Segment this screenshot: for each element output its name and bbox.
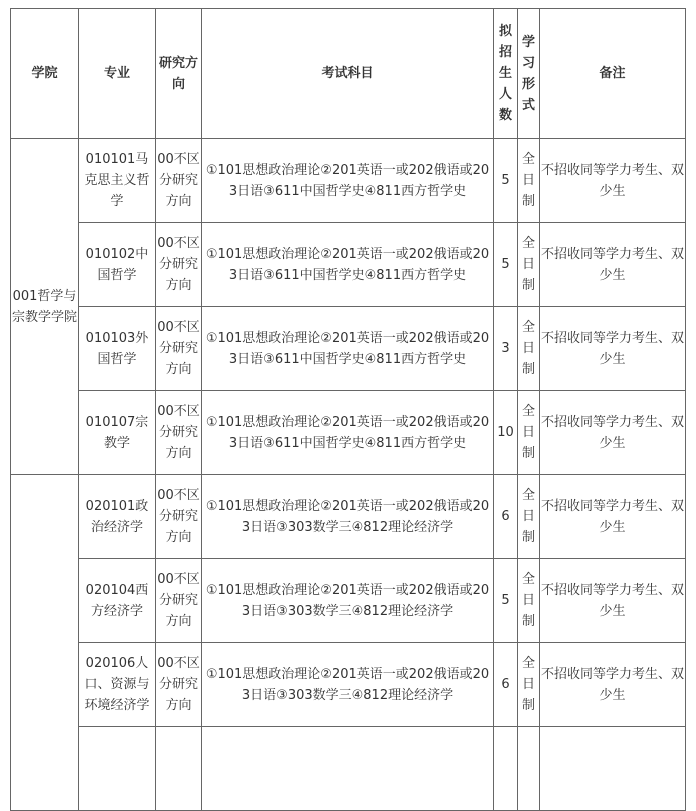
admissions-table — [10, 8, 686, 811]
table-row — [11, 223, 686, 307]
remark-cell: 不招收同等学力考生、双少生 — [540, 307, 686, 391]
mode-cell — [518, 727, 540, 811]
table-row — [11, 307, 686, 391]
table-row — [11, 475, 686, 559]
count-cell: 6 — [494, 475, 518, 559]
major-cell: 020104西方经济学 — [79, 559, 156, 643]
direction-cell: 00不区分研究方向 — [156, 139, 202, 223]
mode-cell: 全日制 — [518, 475, 540, 559]
direction-cell — [156, 727, 202, 811]
direction-cell: 00不区分研究方向 — [156, 391, 202, 475]
mode-cell: 全日制 — [518, 559, 540, 643]
remark-cell: 不招收同等学力考生、双少生 — [540, 475, 686, 559]
subjects-cell: ①101思想政治理论②201英语一或202俄语或203日语③611中国哲学史④811西方哲学史 — [202, 223, 494, 307]
major-cell — [79, 727, 156, 811]
major-cell: 020106人口、资源与环境经济学 — [79, 643, 156, 727]
mode-cell: 全日制 — [518, 391, 540, 475]
table-row — [11, 559, 686, 643]
header-college: 学院 — [11, 9, 79, 139]
remark-cell — [540, 727, 686, 811]
count-cell — [494, 727, 518, 811]
subjects-cell: ①101思想政治理论②201英语一或202俄语或203日语③303数学三④812理论经济学 — [202, 475, 494, 559]
mode-cell: 全日制 — [518, 307, 540, 391]
subjects-cell: ①101思想政治理论②201英语一或202俄语或203日语③303数学三④812理论经济学 — [202, 643, 494, 727]
subjects-cell: ①101思想政治理论②201英语一或202俄语或203日语③303数学三④812理论经济学 — [202, 559, 494, 643]
direction-cell: 00不区分研究方向 — [156, 307, 202, 391]
count-cell: 5 — [494, 559, 518, 643]
college-cell — [11, 475, 79, 811]
table-row — [11, 391, 686, 475]
remark-cell: 不招收同等学力考生、双少生 — [540, 643, 686, 727]
major-cell: 010103外国哲学 — [79, 307, 156, 391]
mode-cell: 全日制 — [518, 223, 540, 307]
subjects-cell — [202, 727, 494, 811]
subjects-cell: ①101思想政治理论②201英语一或202俄语或203日语③611中国哲学史④811西方哲学史 — [202, 139, 494, 223]
table-row — [11, 727, 686, 811]
header-study-mode: 学习形式 — [518, 9, 540, 139]
major-cell: 010102中国哲学 — [79, 223, 156, 307]
table-row — [11, 643, 686, 727]
remark-cell: 不招收同等学力考生、双少生 — [540, 391, 686, 475]
major-cell: 010107宗教学 — [79, 391, 156, 475]
header-direction: 研究方向 — [156, 9, 202, 139]
direction-cell: 00不区分研究方向 — [156, 559, 202, 643]
subjects-cell: ①101思想政治理论②201英语一或202俄语或203日语③611中国哲学史④811西方哲学史 — [202, 307, 494, 391]
major-cell: 010101马克思主义哲学 — [79, 139, 156, 223]
table-row — [11, 139, 686, 223]
direction-cell: 00不区分研究方向 — [156, 643, 202, 727]
mode-cell: 全日制 — [518, 139, 540, 223]
mode-cell: 全日制 — [518, 643, 540, 727]
count-cell: 6 — [494, 643, 518, 727]
count-cell: 5 — [494, 139, 518, 223]
direction-cell: 00不区分研究方向 — [156, 475, 202, 559]
header-remark: 备注 — [540, 9, 686, 139]
remark-cell: 不招收同等学力考生、双少生 — [540, 139, 686, 223]
header-major: 专业 — [79, 9, 156, 139]
remark-cell: 不招收同等学力考生、双少生 — [540, 223, 686, 307]
subjects-cell: ①101思想政治理论②201英语一或202俄语或203日语③611中国哲学史④811西方哲学史 — [202, 391, 494, 475]
count-cell: 3 — [494, 307, 518, 391]
major-cell: 020101政治经济学 — [79, 475, 156, 559]
remark-cell: 不招收同等学力考生、双少生 — [540, 559, 686, 643]
count-cell: 10 — [494, 391, 518, 475]
college-cell: 001哲学与宗教学学院 — [11, 139, 79, 475]
direction-cell: 00不区分研究方向 — [156, 223, 202, 307]
table-header-row — [11, 9, 686, 139]
header-enroll-count: 拟招生人数 — [494, 9, 518, 139]
count-cell: 5 — [494, 223, 518, 307]
header-subjects: 考试科目 — [202, 9, 494, 139]
